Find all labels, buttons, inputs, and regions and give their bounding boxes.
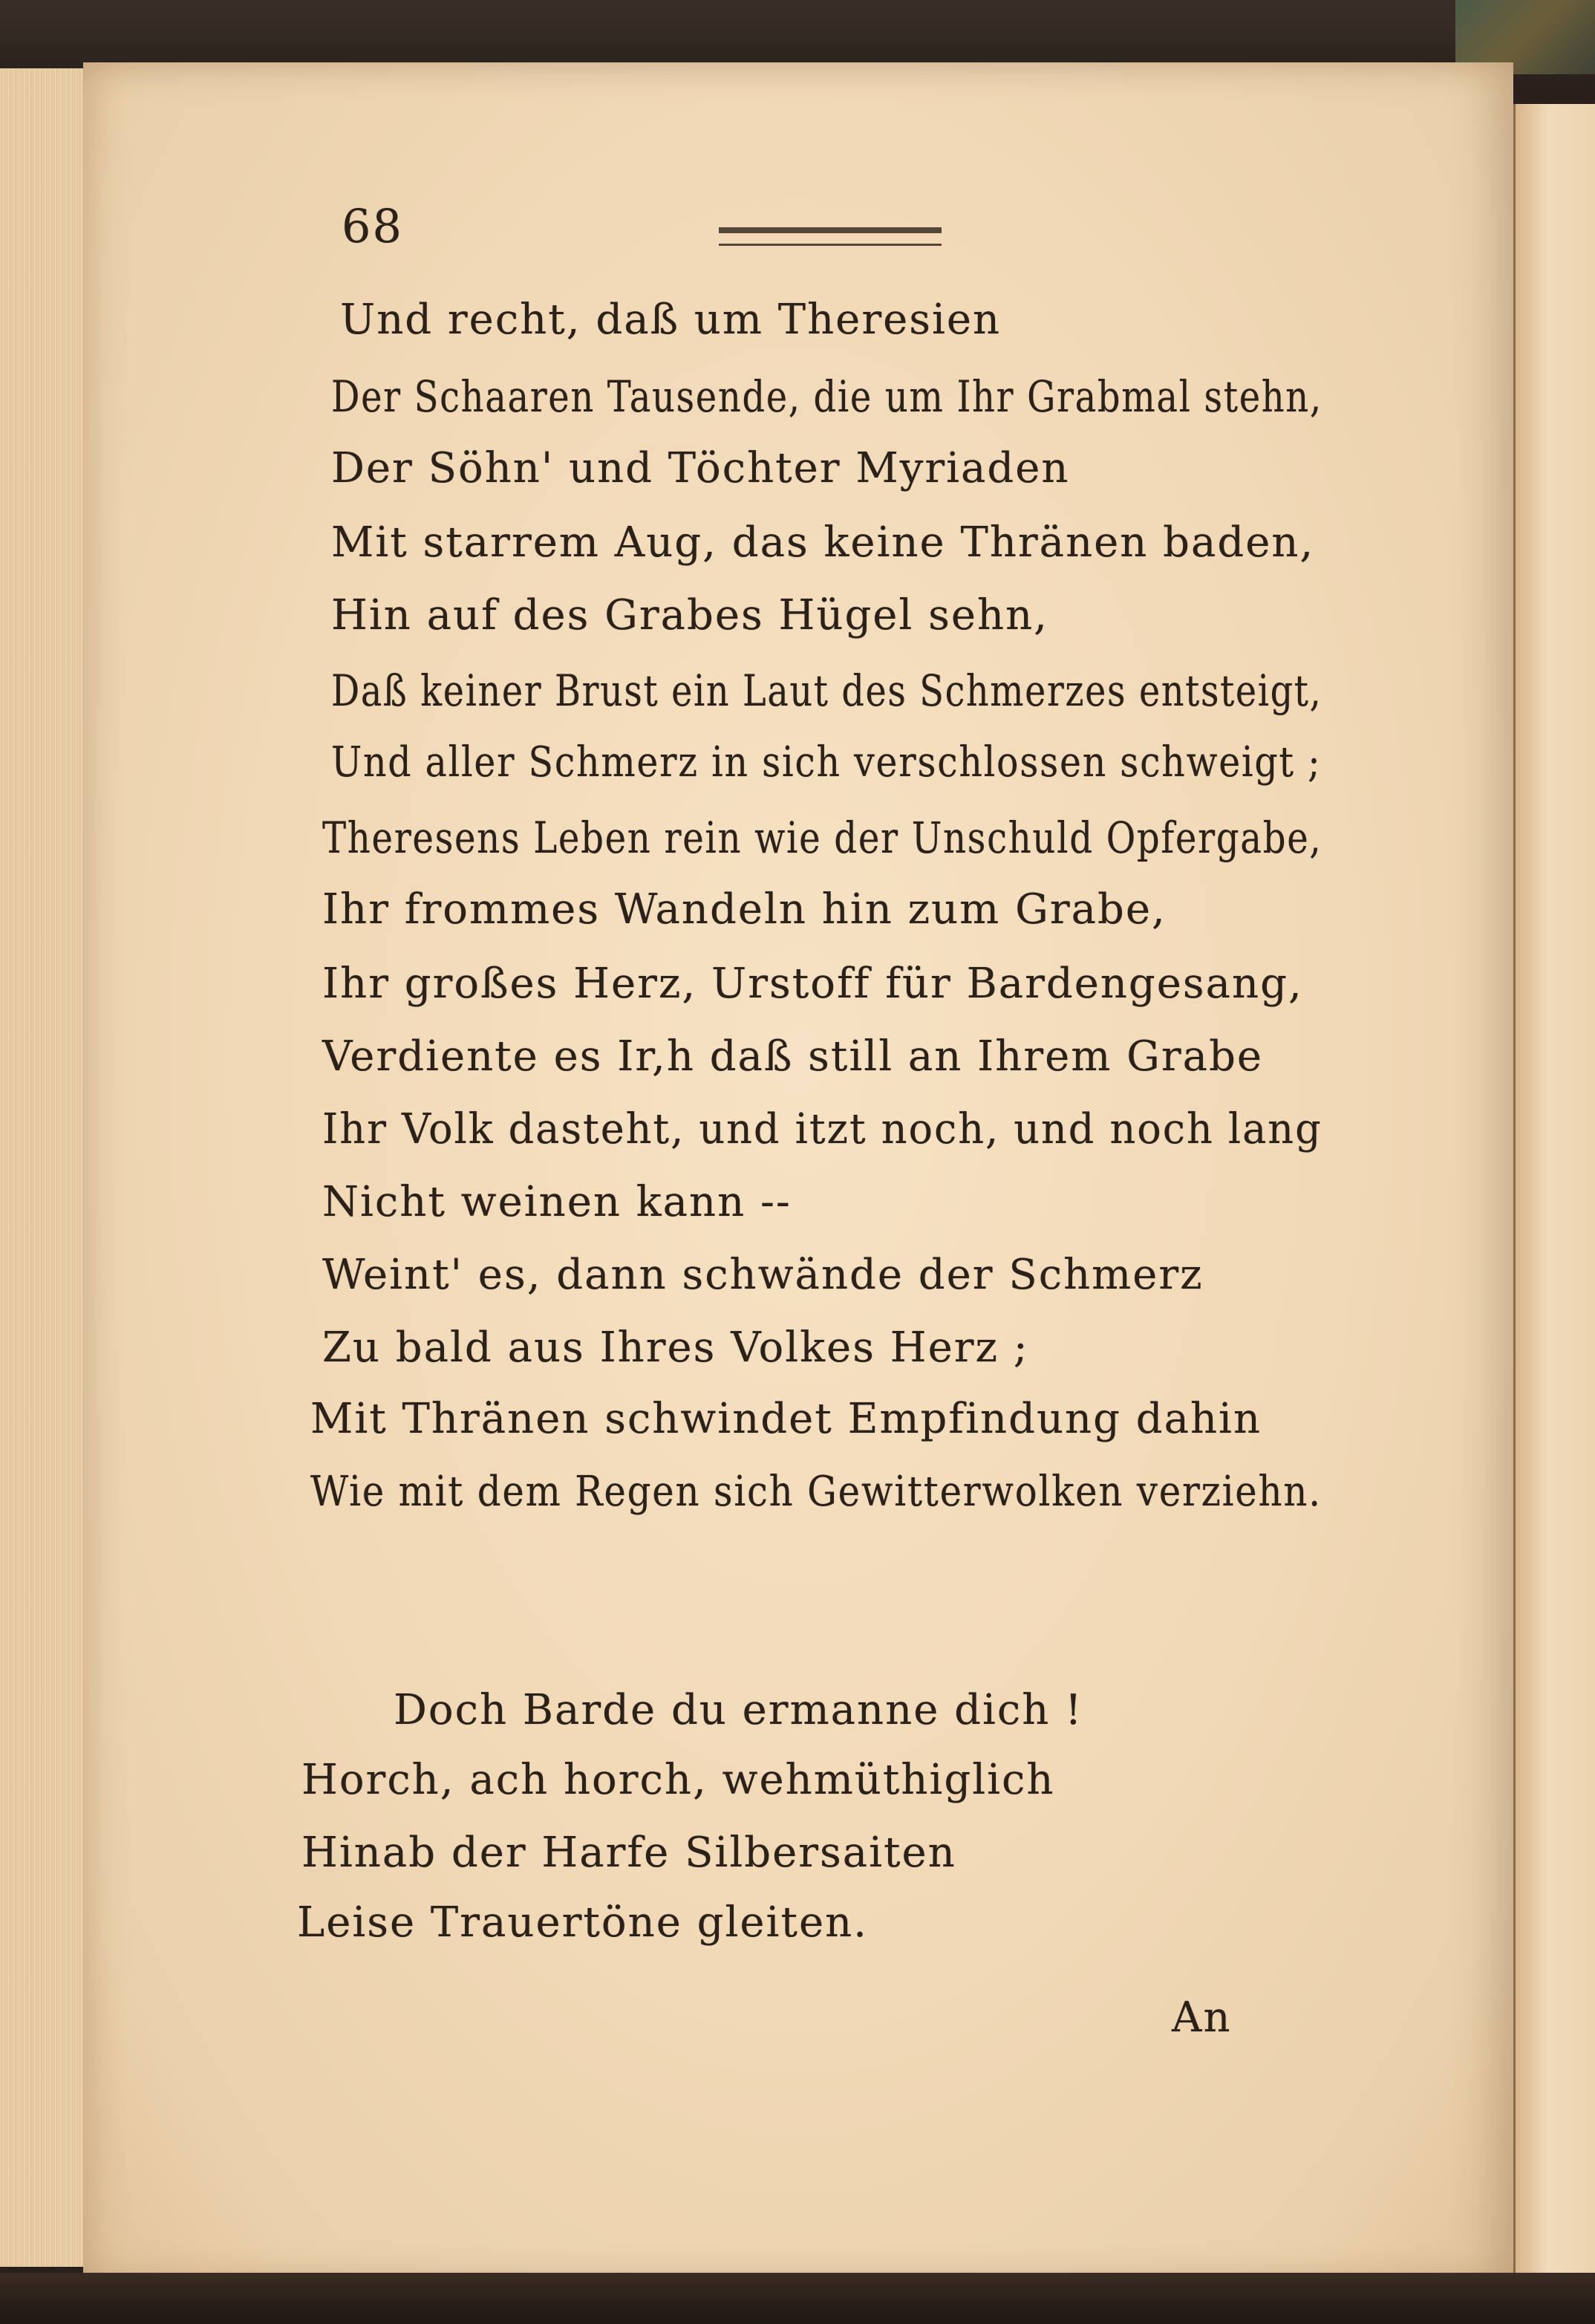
stanza-1-line-5: Hin auf des Grabes Hügel sehn, (331, 591, 1048, 639)
stanza-1-line-13: Nicht weinen kann -- (322, 1178, 792, 1226)
header-rule (719, 227, 942, 246)
book-cover-bottom (0, 2273, 1595, 2324)
stanza-1-line-14: Weint' es, dann schwände der Schmerz (322, 1251, 1204, 1299)
catchword: An (1172, 1993, 1232, 2042)
stanza-1-line-7: Und aller Schmerz in sich verschlossen schweigt ; (331, 738, 1322, 787)
stanza-1-line-15: Zu bald aus Ihres Volkes Herz ; (322, 1324, 1029, 1372)
stanza-1-line-8: Theresens Leben rein wie der Unschuld Opfergabe, (322, 813, 1322, 863)
stanza-2-line-4: Leise Trauertöne gleiten. (297, 1898, 868, 1947)
stanza-1-line-17: Wie mit dem Regen sich Gewitterwolken verziehn. (310, 1468, 1322, 1516)
stanza-1-line-16: Mit Thränen schwindet Empfindung dahin (310, 1395, 1262, 1443)
stanza-1-line-4: Mit starrem Aug, das keine Thränen baden, (331, 518, 1315, 567)
stanza-1-line-10: Ihr großes Herz, Urstoff für Bardengesang, (322, 960, 1303, 1008)
stanza-2-line-1: Doch Barde du ermanne dich ! (394, 1686, 1083, 1734)
stanza-2-line-2: Horch, ach horch, wehmüthiglich (301, 1756, 1055, 1804)
stanza-1-line-6: Daß keiner Brust ein Laut des Schmerzes entsteigt, (331, 665, 1322, 716)
stanza-1-line-9: Ihr frommes Wandeln hin zum Grabe, (322, 885, 1167, 934)
stanza-1-line-11: Verdiente es Ir,h daß still an Ihrem Grabe (322, 1032, 1264, 1081)
stanza-1-line-12: Ihr Volk dasteht, und itzt noch, und noch lang (322, 1105, 1322, 1153)
stanza-2-line-3: Hinab der Harfe Silbersaiten (301, 1829, 956, 1877)
stanza-1-line-1: Und recht, daß um Theresien (340, 296, 1002, 344)
page-number: 68 (342, 199, 403, 253)
page-stack-edge (0, 68, 89, 2267)
stanza-1-line-2: Der Schaaren Tausende, die um Ihr Grabmal stehn, (331, 371, 1322, 422)
stanza-1-line-3: Der Söhn' und Töchter Myriaden (331, 444, 1070, 492)
next-page-edge (1513, 104, 1595, 2288)
